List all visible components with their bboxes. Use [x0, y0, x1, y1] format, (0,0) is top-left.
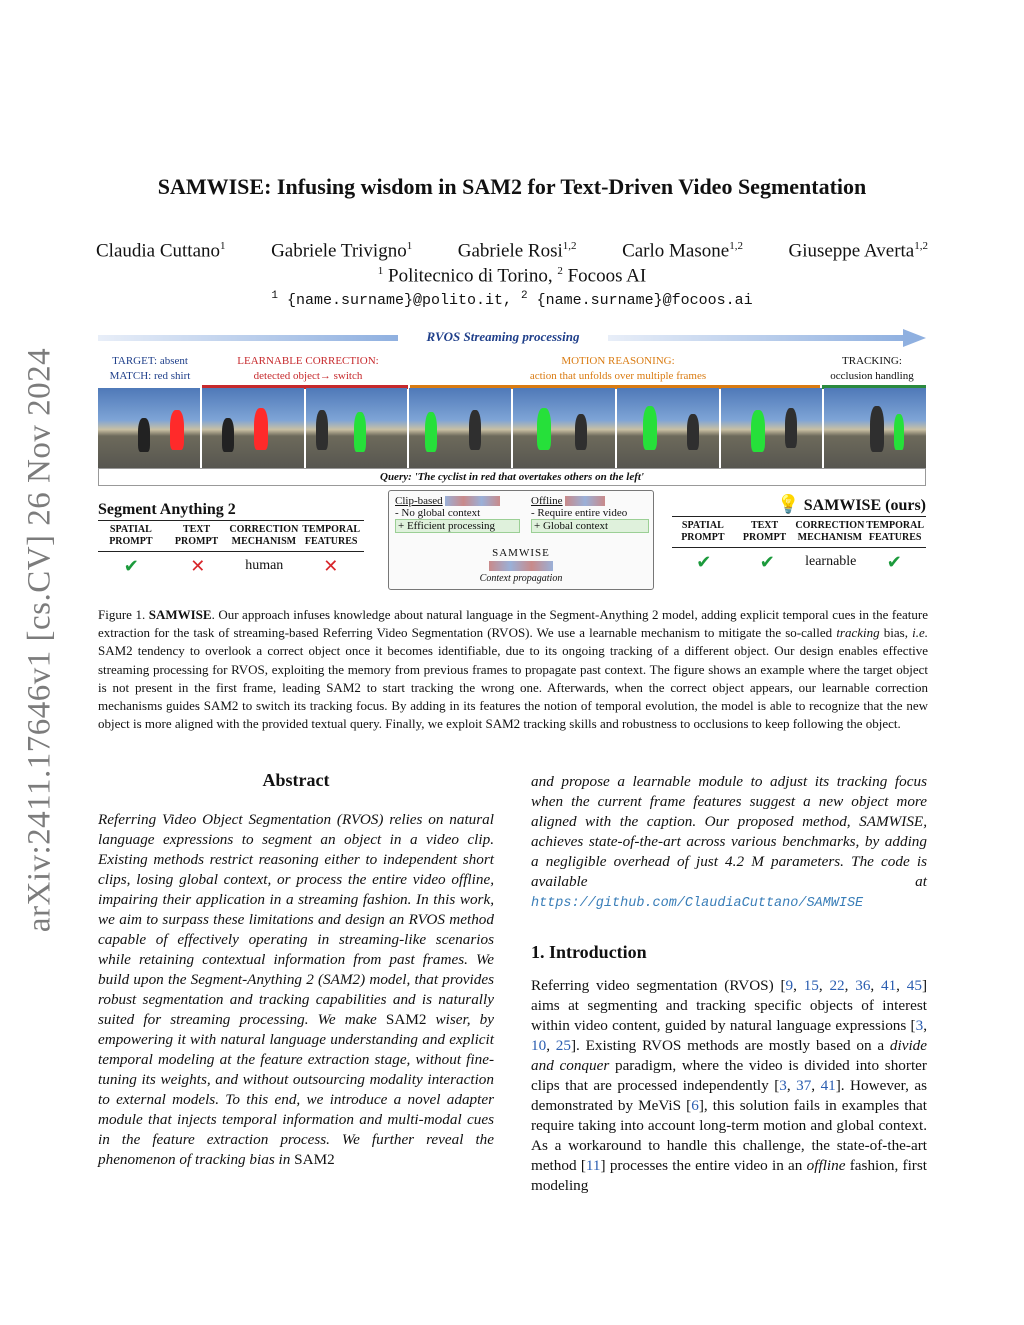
citation-link[interactable]: 45 — [906, 977, 922, 994]
video-frames — [98, 388, 926, 468]
author: Giuseppe Averta$^{1,2}$ — [788, 240, 928, 262]
offline-title: Offline — [531, 495, 563, 507]
clip-based-title: Clip-based — [395, 495, 443, 507]
citation-link[interactable]: 41 — [880, 977, 897, 994]
table-header: TEXT PROMPT — [742, 520, 787, 543]
stage-correction: LEARNABLE CORRECTION: detected object→ switch — [237, 355, 379, 382]
clip-thumbnails — [445, 496, 500, 506]
abstract-section — [98, 770, 494, 1170]
check-icon: ✔ — [886, 552, 902, 572]
table-value: human — [245, 558, 284, 573]
arxiv-id-text: arXiv:2411.17646v1 [cs.CV] 26 Nov 2024 — [21, 347, 58, 933]
affiliations: $^1$ Politecnico di Torino, $^2$ Focoos AI — [377, 265, 647, 287]
offline-plus: + Global context — [531, 519, 649, 533]
table-header: CORRECTION MECHANISM — [795, 520, 865, 543]
table-header: CORRECTION MECHANISM — [229, 524, 299, 547]
emails: $^1$ {name.surname}@polito.it, $^2$ {name.surname}@focoos.ai — [271, 290, 753, 309]
cross-icon: ✕ — [323, 556, 339, 576]
author-list — [96, 240, 928, 262]
video-frame — [824, 388, 926, 468]
clip-plus: + Efficient processing — [395, 519, 520, 533]
right-column — [531, 772, 927, 1196]
intro-text: Referring video segmentation (RVOS) [9, 15, 22, 36, 41, 45] aims at segmenting and tracking specific objects of interest within video content, guided by natural language expressions [3, 10, 25]. Existing RVOS methods are mostly based on a divide and conquer paradigm, where the video is divided into shorter clips that are processed independently [3, 37, 41]. However, as demonstrated by MeViS [6], this solution fails in examples that require taking into account long-term motion and global context. As a workaround to handle this challenge, the state-of-the-art method [11] processes the entire video in an offline fashion, first modeling — [531, 977, 928, 1194]
samwise-title: SAMWISE (ours) — [803, 497, 926, 514]
context-propagation: Context propagation — [479, 573, 563, 584]
paper-title: SAMWISE: Infusing wisdom in SAM2 for Text-Driven Video Segmentation — [157, 174, 867, 199]
citation-link[interactable]: 36 — [855, 977, 871, 994]
stage-target: TARGET: absent MATCH: red shirt — [109, 355, 191, 382]
arxiv-identifier — [10, 340, 70, 940]
lightbulb-icon: 💡 — [777, 494, 800, 514]
citation-link[interactable]: 3 — [779, 1077, 787, 1094]
stage-motion: MOTION REASONING: action that unfolds over multiple frames — [529, 355, 707, 382]
citation-link[interactable]: 10 — [531, 1037, 547, 1054]
streaming-label: RVOS Streaming processing — [426, 329, 580, 344]
video-frame — [721, 388, 823, 468]
video-frame — [513, 388, 615, 468]
abstract-heading: Abstract — [262, 770, 330, 790]
check-icon: ✔ — [759, 552, 775, 572]
citation-link[interactable]: 22 — [829, 977, 845, 994]
samwise-table — [672, 494, 926, 572]
video-frame — [409, 388, 511, 468]
video-frame — [617, 388, 719, 468]
citation-link[interactable]: 3 — [915, 1017, 924, 1034]
clip-minus: - No global context — [395, 507, 481, 519]
figure-caption: Figure 1. SAMWISE. Our approach infuses knowledge about natural language in the Segment-Anything 2 model, adding explicit temporal cues in the feature extraction for the task of streaming-based Referring Video Segmentation (RVOS). We use a learnable mechanism to mitigate the so-called tracking bias, i.e. SAM2 tendency to overlook a correct object once it becomes identifiable, due to its ongoing tracking of a different object. Our design enables effective streaming processing for RVOS, exploiting the memory from previous frames to propagate past context. The figure shows an example where the target object is not present in the first frame, leading SAM2 to start tracking the wrong one. Afterwards, when the correct object appears, our learnable correction mechanisms guides SAM2 to switch its tracking focus. By adding in its features the notion of temporal evolution, the model is able to recognize that the new object is more aligned with the provided textual query. Finally, we exploit SAM2 tracking skills and robustness to occlusions to keep following the object. — [98, 607, 928, 732]
citation-link[interactable]: 41 — [820, 1077, 836, 1094]
video-frame — [202, 388, 304, 468]
citation-link[interactable]: 37 — [796, 1077, 812, 1094]
sam2-table — [98, 501, 364, 576]
figure-1 — [98, 328, 928, 593]
citation-link[interactable]: 9 — [785, 977, 794, 994]
offline-thumbnails — [565, 496, 605, 506]
video-frame — [98, 388, 200, 468]
code-link[interactable]: https://github.com/ClaudiaCuttano/SAMWISE — [531, 896, 864, 911]
table-header: TEMPORAL FEATURES — [866, 520, 925, 543]
author: Gabriele Rosi$^{1,2}$ — [457, 240, 577, 262]
check-icon: ✔ — [123, 556, 139, 576]
offline-minus: - Require entire video — [531, 507, 628, 519]
table-header: SPATIAL PROMPT — [681, 520, 725, 543]
table-header: TEXT PROMPT — [174, 524, 219, 547]
sam2-title: Segment Anything 2 — [98, 501, 236, 518]
author: Claudia Cuttano$^1$ — [96, 240, 226, 262]
author: Carlo Masone$^{1,2}$ — [622, 240, 743, 262]
approach-comparison — [388, 490, 654, 590]
check-icon: ✔ — [696, 552, 712, 572]
table-header: TEMPORAL FEATURES — [302, 524, 361, 547]
author: Gabriele Trivigno$^1$ — [271, 240, 413, 262]
table-value: learnable — [805, 554, 857, 569]
citation-link[interactable]: 11 — [585, 1157, 601, 1174]
citation-link[interactable]: 25 — [555, 1037, 571, 1054]
intro-heading: 1. Introduction — [531, 942, 647, 962]
citation-link[interactable]: 6 — [691, 1097, 699, 1114]
stage-tracking: TRACKING: occlusion handling — [830, 355, 914, 382]
cross-icon: ✕ — [190, 556, 206, 576]
video-frame — [306, 388, 408, 468]
abstract-text: Referring Video Object Segmentation (RVOS) relies on natural language expressions to segment an object in a video clip. Existing methods restrict reasoning either to independent short clips, losing global context, or process the entire video offline, impairing their application in a streaming fashion. In this work, we aim to surpass these limitations and design an RVOS method capable of effectively operating in streaming-like scenarios while retaining contextual information from past frames. We build upon the Segment-Anything 2 (SAM2) model, that provides robust segmentation and tracking capabilities and is naturally suited for streaming processing. We make SAM2 wiser, by empowering it with natural language understanding and explicit temporal modeling at the feature extraction stage, without fine-tuning its weights, and without outsourcing modality interaction to external models. To this end, we introduce a novel adapter module that injects temporal information and multi-modal cues in the feature extraction process. We further reveal the phenomenon of tracking bias in SAM2 — [98, 811, 494, 1168]
table-header: SPATIAL PROMPT — [109, 524, 153, 547]
citation-link[interactable]: 15 — [803, 977, 819, 994]
figure-query: Query: 'The cyclist in red that overtakes others on the left' — [98, 468, 926, 486]
abstract-continued: and propose a learnable module to adjust its tracking focus when the current frame features suggest a new object more aligned with the caption. Our proposed method, SAMWISE, achieves state-of-the-art across various benchmarks, by adding a negligible overhead of just 4.2 M parameters. The code is available at https://github.com/ClaudiaCuttano/SAMWISE — [531, 773, 927, 911]
samwise-thumbnails — [489, 561, 553, 571]
samwise-mini-label: SAMWISE — [492, 547, 550, 559]
